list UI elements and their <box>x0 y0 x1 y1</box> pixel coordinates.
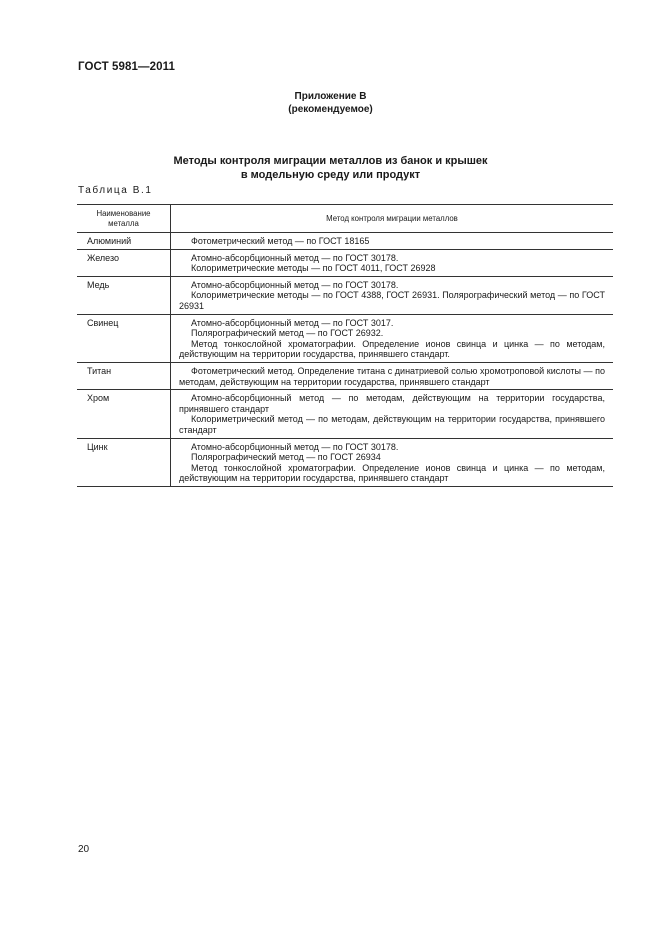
header-method: Метод контроля миграции металлов <box>171 205 614 233</box>
appendix-subtitle: (рекомендуемое) <box>288 104 373 115</box>
method-line: Фотометрический метод. Определение титана с динатриевой солью хромотроповой кислоты — по методам, действующим на территории государства, принявшего стандарт <box>179 365 605 387</box>
method-cell <box>171 249 614 276</box>
method-cell <box>171 314 614 362</box>
method-line: Метод тонкослойной хроматографии. Определение ионов свинца и цинка — по методам, действующим на территории государства, принявшего стандарт. <box>179 338 605 360</box>
metal-name-cell: Алюминий <box>77 233 171 250</box>
method-line: Атомно-абсорбционный метод — по ГОСТ 30178. <box>191 441 399 452</box>
document-title <box>0 154 661 182</box>
method-line: Атомно-абсорбционный метод — по ГОСТ 30178. <box>191 252 399 263</box>
table-row <box>77 390 613 438</box>
document-title-line-2: в модельную среду или продукт <box>240 169 421 181</box>
table-row <box>77 438 613 486</box>
appendix-heading <box>0 90 661 116</box>
metal-name-cell: Свинец <box>77 314 171 362</box>
method-line: Атомно-абсорбционный метод — по ГОСТ 3017. <box>191 317 394 328</box>
metal-name-cell: Железо <box>77 249 171 276</box>
method-line: Колориметрические методы — по ГОСТ 4388, ГОСТ 26931. Полярографический метод — по ГОСТ 26931 <box>179 290 605 311</box>
appendix-title: Приложение В <box>294 91 367 102</box>
table-row <box>77 249 613 276</box>
document-title-line-1: Методы контроля миграции металлов из банок и крышек <box>173 155 488 167</box>
header-metal-line-1: Наименование <box>96 209 151 219</box>
table-row <box>77 233 613 250</box>
method-line: Атомно-абсорбционный метод — по методам, действующим на территории государства, принявшего стандарт <box>179 393 605 414</box>
table-row <box>77 314 613 362</box>
table-header-row <box>77 205 613 233</box>
method-line: Колориметрические методы — по ГОСТ 4011, ГОСТ 26928 <box>191 263 436 274</box>
method-cell <box>171 438 614 486</box>
method-cell <box>171 233 614 250</box>
table-caption: Таблица В.1 <box>78 185 153 196</box>
table-row <box>77 276 613 314</box>
header-metal-name <box>77 205 171 233</box>
method-line: Полярографический метод — по ГОСТ 26932. <box>191 328 384 339</box>
table-body <box>77 233 613 487</box>
methods-table <box>77 204 613 487</box>
method-line: Атомно-абсорбционный метод — по ГОСТ 30178. <box>191 279 399 290</box>
method-line: Фотометрический метод — по ГОСТ 18165 <box>191 236 370 246</box>
page-number: 20 <box>78 844 90 855</box>
metal-name-cell: Титан <box>77 362 171 389</box>
metal-name-cell: Цинк <box>77 438 171 486</box>
header-metal-line-2: металла <box>108 219 139 228</box>
method-cell <box>171 362 614 389</box>
metal-name-cell: Медь <box>77 276 171 314</box>
method-line: Полярографический метод — по ГОСТ 26934 <box>191 452 381 463</box>
metal-name-cell: Хром <box>77 390 171 438</box>
method-line: Метод тонкослойной хроматографии. Определение ионов свинца и цинка — по методам, действующим на территории государства, принявшего стандарт <box>179 462 605 484</box>
table-row <box>77 362 613 389</box>
standard-number: ГОСТ 5981—2011 <box>78 61 175 73</box>
method-cell <box>171 390 614 438</box>
method-line: Колориметрический метод — по методам, действующим на территории государства, принявшего стандарт <box>179 414 605 435</box>
method-cell <box>171 276 614 314</box>
